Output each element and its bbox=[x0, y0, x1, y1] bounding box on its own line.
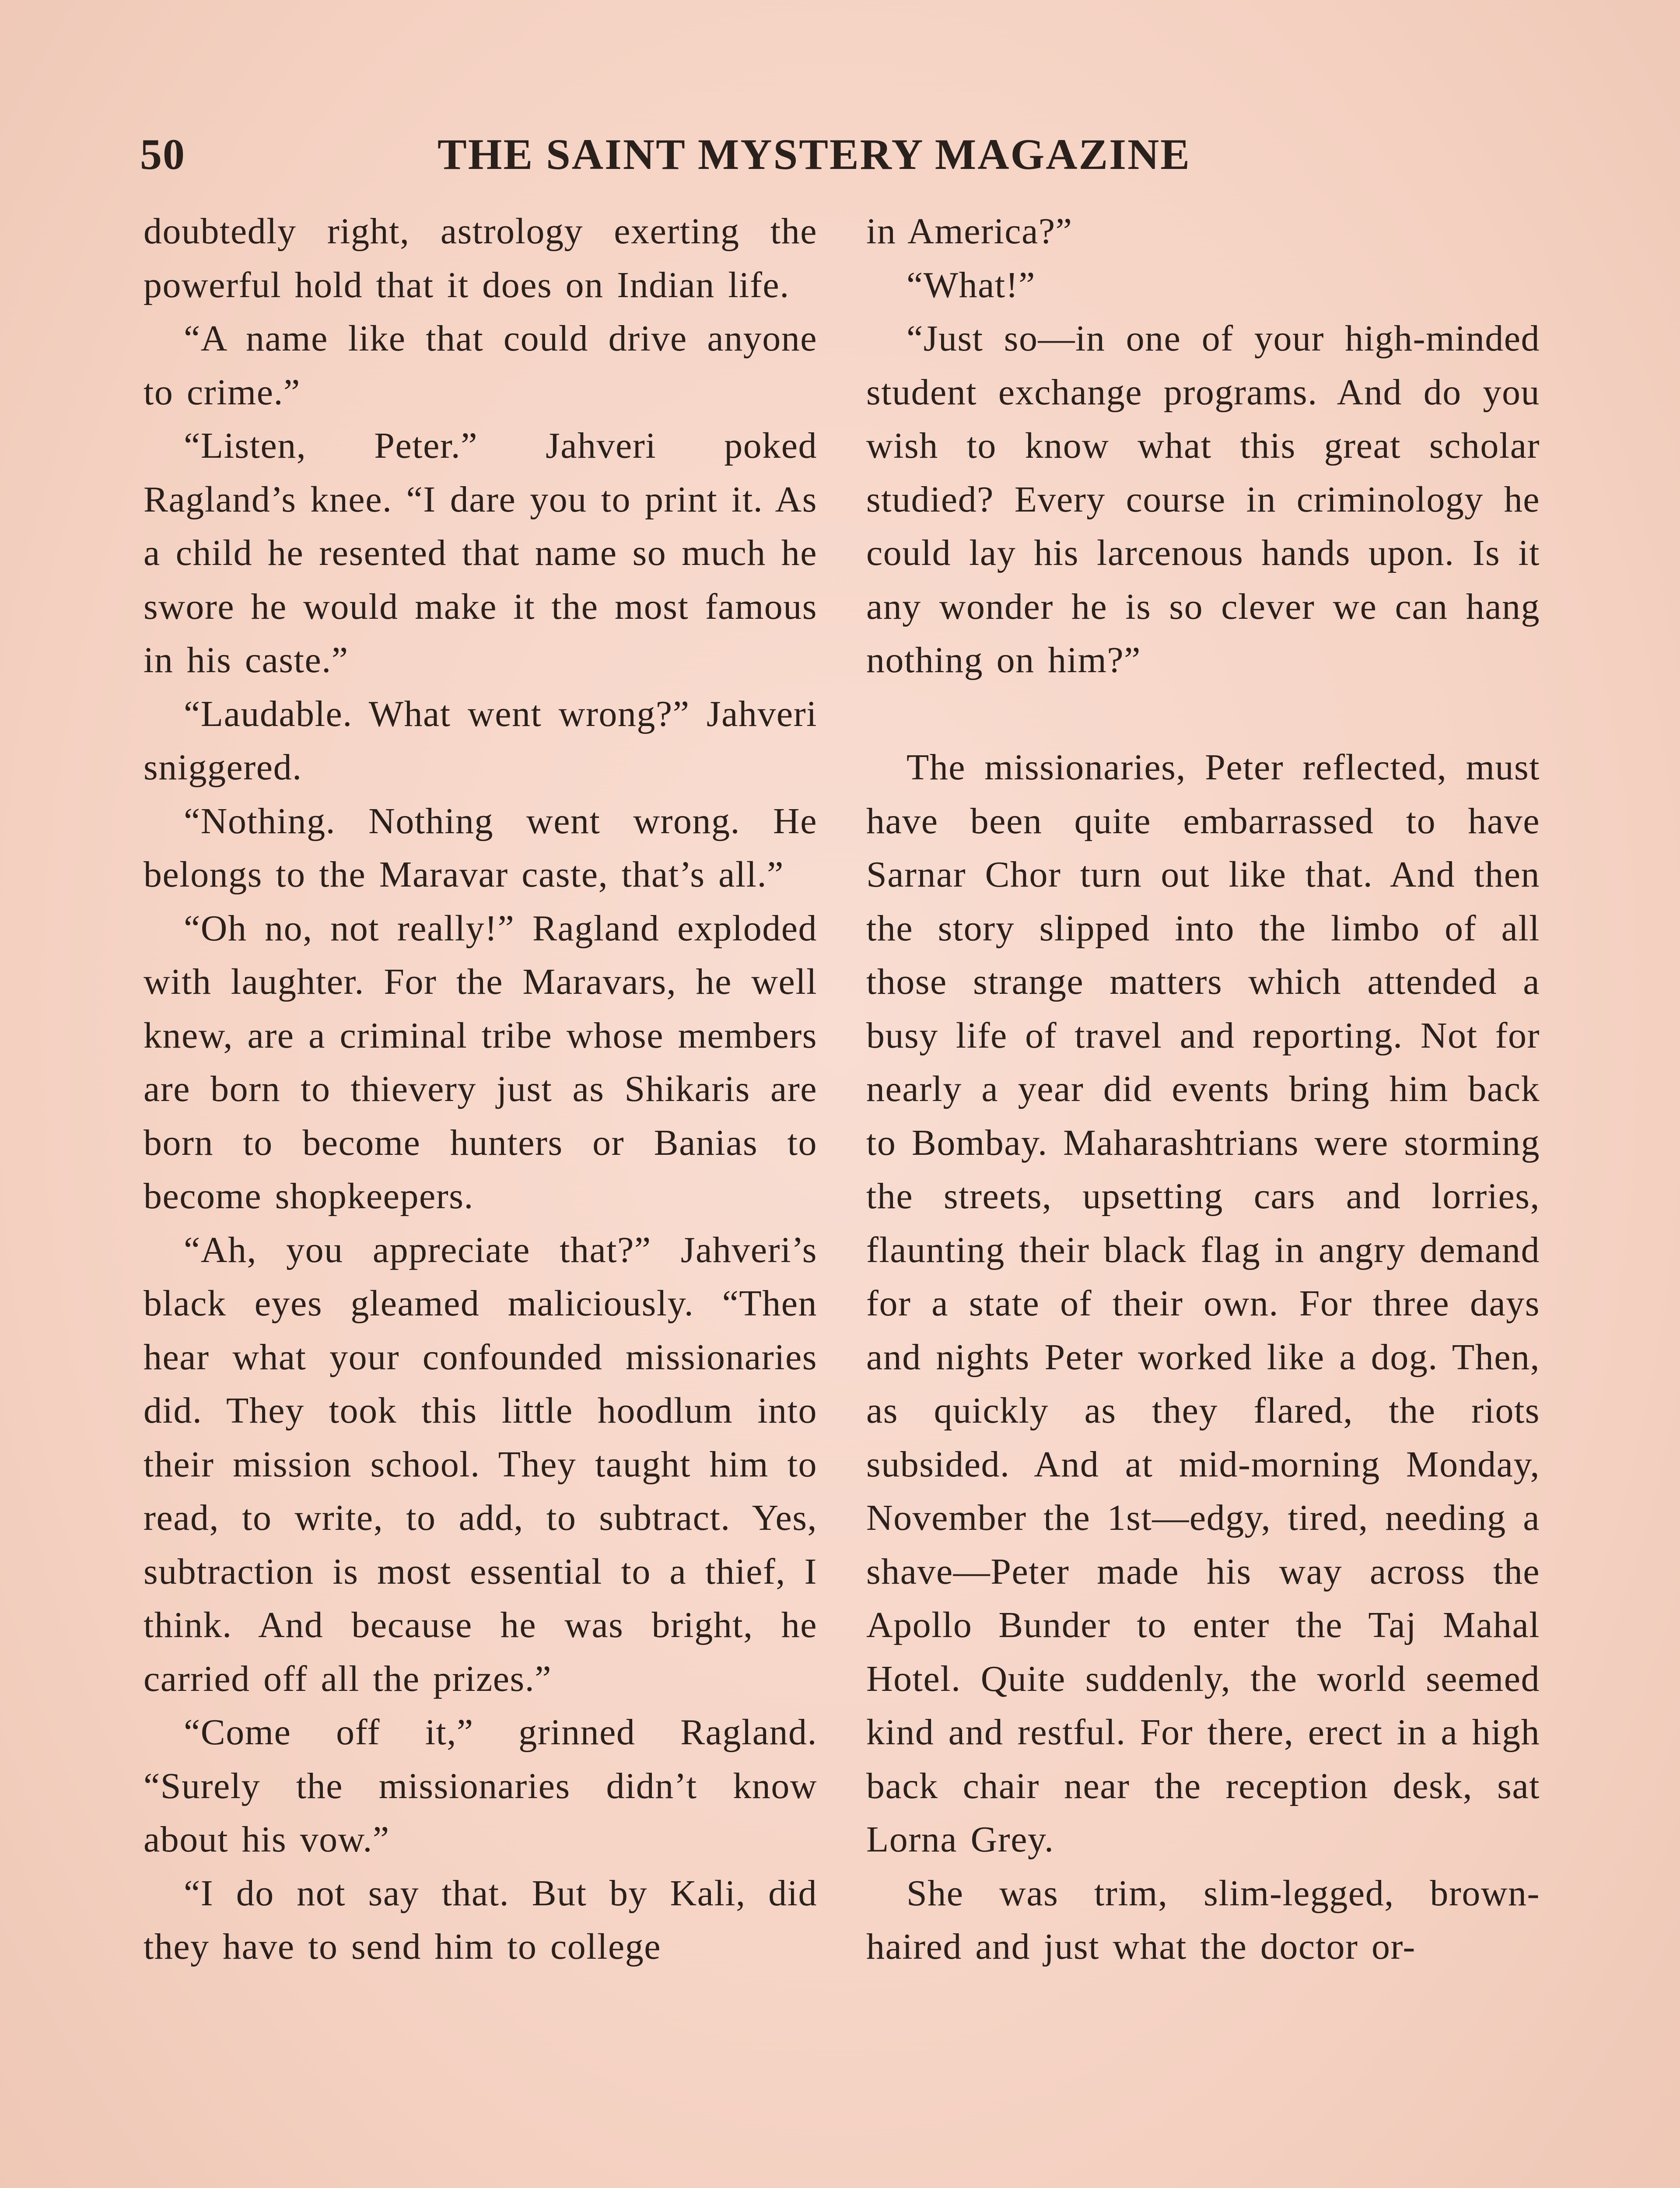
paragraph: “Come off it,” grinned Ragland. “Surely the missionaries didn’t know about his vow.” bbox=[144, 1712, 817, 1860]
paragraph: “Laudable. What went wrong?” Jahveri sniggered. bbox=[144, 693, 817, 788]
paragraph: The missionaries, Peter reflected, must have been quite embarrassed to have Sarnar Chor turn out like that. And then the story slipped into the limbo of all those strange matters which attended a busy life of travel and reporting. Not for nearly a year did events bring him back to Bombay. Maharashtrians were storming the streets, upsetting cars and lorries, flaunting their black flag in angry demand for a state of their own. For three days and nights Peter worked like a dog. Then, as quickly as they flared, the riots subsided. And at mid-morning Monday, November the 1st—edgy, tired, needing a shave—Peter made his way across the Apollo Bunder to enter the Taj Mahal Hotel. Quite suddenly, the world seemed kind and restful. For there, erect in a high back chair near the reception desk, sat Lorna Grey. bbox=[866, 747, 1540, 1860]
page-header bbox=[140, 129, 1540, 195]
page-number: 50 bbox=[140, 130, 186, 179]
paragraph: She was trim, slim-legged, brown-haired and just what the doctor or- bbox=[866, 1872, 1540, 1967]
paragraph: “I do not say that. But by Kali, did they have to send him to college bbox=[144, 1872, 817, 1967]
running-head: THE SAINT MYSTERY MAGAZINE bbox=[438, 130, 1191, 179]
paragraph: “Listen, Peter.” Jahveri poked Ragland’s knee. “I dare you to print it. As a child he resented that name so much he swore he would make it the most famous in his caste.” bbox=[144, 425, 817, 680]
paragraph: “A name like that could drive anyone to crime.” bbox=[144, 318, 817, 413]
paragraph: “What!” bbox=[906, 264, 1036, 305]
paragraph: “Ah, you appreciate that?” Jahveri’s black eyes gleamed maliciously. “Then hear what your confounded missionaries did. They took this little hoodlum into their mission school. They taught him to read, to write, to add, to subtract. Yes, subtraction is most essential to a thief, I think. And because he was bright, he carried off all the prizes.” bbox=[144, 1229, 817, 1699]
paragraph: doubtedly right, astrology exerting the powerful hold that it does on Indian life. bbox=[144, 211, 817, 305]
section-break bbox=[866, 687, 1540, 741]
left-column bbox=[144, 205, 817, 1974]
paragraph: “Nothing. Nothing went wrong. He belongs to the Maravar caste, that’s all.” bbox=[144, 800, 817, 895]
right-column bbox=[866, 205, 1540, 1974]
paragraph: “Just so—in one of your high-minded student exchange programs. And do you wish to know what this great scholar studied? Every course in criminology he could lay his larcenous hands upon. Is it any wonder he is so clever we can hang nothing on him?” bbox=[866, 318, 1540, 680]
paragraph: in America?” bbox=[866, 211, 1073, 252]
paragraph: “Oh no, not really!” Ragland exploded with laughter. For the Maravars, he well knew, are a criminal tribe whose members are born to thievery just as Shikaris are born to become hunters or Banias to become shopkeepers. bbox=[144, 908, 817, 1217]
